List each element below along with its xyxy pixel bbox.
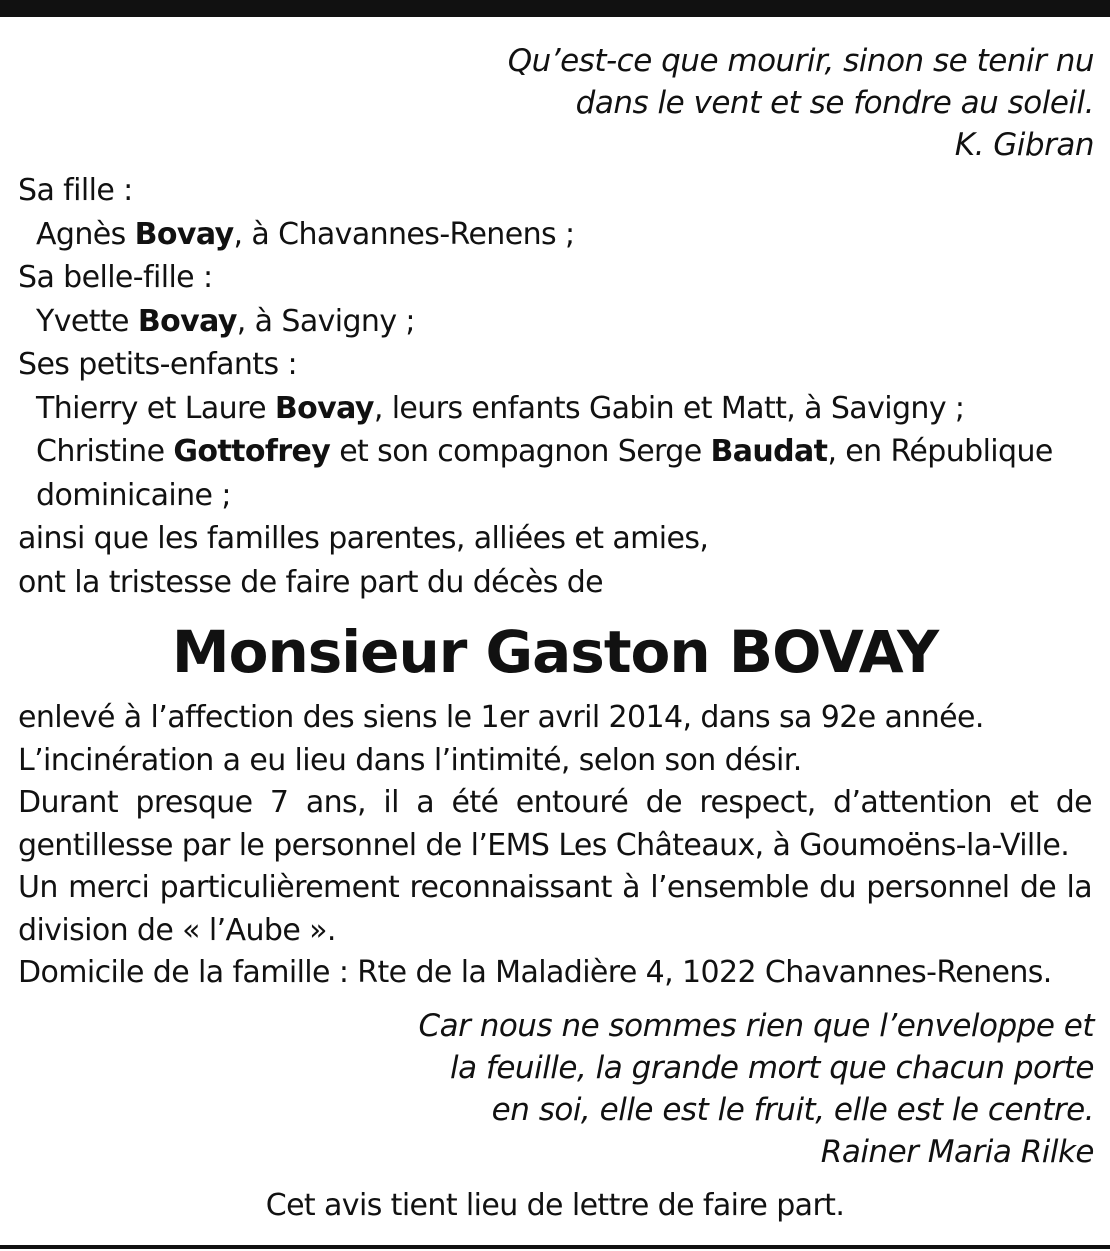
daughter-entry: [18, 213, 1053, 257]
relatives-line: ainsi que les familles parentes, alliées et amies,: [18, 521, 709, 556]
grandchild-surname: Bovay: [274, 390, 374, 426]
grandchildren-label: Ses petits-enfants :: [18, 347, 297, 382]
daughter-first-name: Agnès: [36, 216, 135, 252]
grandchild-location: , en République: [827, 434, 1053, 469]
deceased-name: Monsieur Gaston BOVAY: [171, 618, 939, 686]
daughter-surname: Bovay: [134, 216, 234, 252]
daughter-in-law-label: Sa belle-fille :: [18, 260, 213, 295]
family-list: [18, 169, 1053, 604]
body-paragraph: Un merci particulièrement reconnaissant à l’ensemble du personnel de la division de « l’Aube ».: [18, 870, 1092, 948]
daughter-in-law-surname: Bovay: [137, 303, 237, 339]
grandchild-first-name: Christine: [36, 434, 174, 469]
daughter-in-law-first-name: Yvette: [36, 303, 138, 339]
body-paragraph: L’incinération a eu lieu dans l’intimité, selon son désir.: [18, 742, 802, 778]
opening-quote-author: K. Gibran: [954, 127, 1094, 163]
closing-quote: [418, 1005, 1094, 1173]
obituary-body: [18, 697, 1092, 995]
daughter-in-law-entry: [18, 300, 1053, 344]
closing-quote-line: la feuille, la grande mort que chacun porte: [449, 1050, 1094, 1086]
grandchild-entry: [18, 430, 1053, 474]
body-paragraph: enlevé à l’affection des siens le 1er avril 2014, dans sa 92e année.: [18, 700, 984, 735]
top-border-rule: [0, 0, 1110, 17]
grandchild-first-names: Thierry et Laure: [36, 390, 275, 426]
bottom-border-rule: [0, 1245, 1110, 1249]
closing-quote-line: en soi, elle est le fruit, elle est le centre.: [491, 1092, 1094, 1128]
companion-text: et son compagnon Serge: [330, 434, 711, 469]
daughter-label: Sa fille :: [18, 173, 133, 208]
daughter-location: , à Chavannes-Renens ;: [233, 216, 575, 252]
grandchild-surname: Gottofrey: [173, 434, 331, 469]
daughter-in-law-location: , à Savigny ;: [236, 303, 415, 339]
grandchild-details: , leurs enfants Gabin et Matt, à Savigny ;: [373, 390, 965, 426]
grandchild-entry: [18, 387, 1053, 431]
companion-surname: Baudat: [710, 434, 828, 469]
opening-quote: [508, 40, 1094, 166]
opening-quote-line: Qu’est-ce que mourir, sinon se tenir nu: [507, 43, 1094, 79]
opening-quote-line: dans le vent et se fondre au soleil.: [575, 85, 1094, 121]
grandchild-location-continued: dominicaine ;: [36, 477, 231, 513]
body-paragraph: Durant presque 7 ans, il a été entouré de respect, d’attention et de gentillesse par le personnel de l’EMS Les Châteaux, à Goumoëns-la-Ville.: [18, 785, 1092, 863]
closing-quote-line: Car nous ne sommes rien que l’enveloppe et: [418, 1008, 1094, 1044]
announcement-line: ont la tristesse de faire part du décès de: [18, 564, 604, 600]
body-paragraph: Domicile de la famille : Rte de la Maladière 4, 1022 Chavannes-Renens.: [18, 955, 1052, 990]
closing-note: Cet avis tient lieu de lettre de faire part.: [265, 1188, 845, 1223]
closing-quote-author: Rainer Maria Rilke: [820, 1134, 1094, 1170]
